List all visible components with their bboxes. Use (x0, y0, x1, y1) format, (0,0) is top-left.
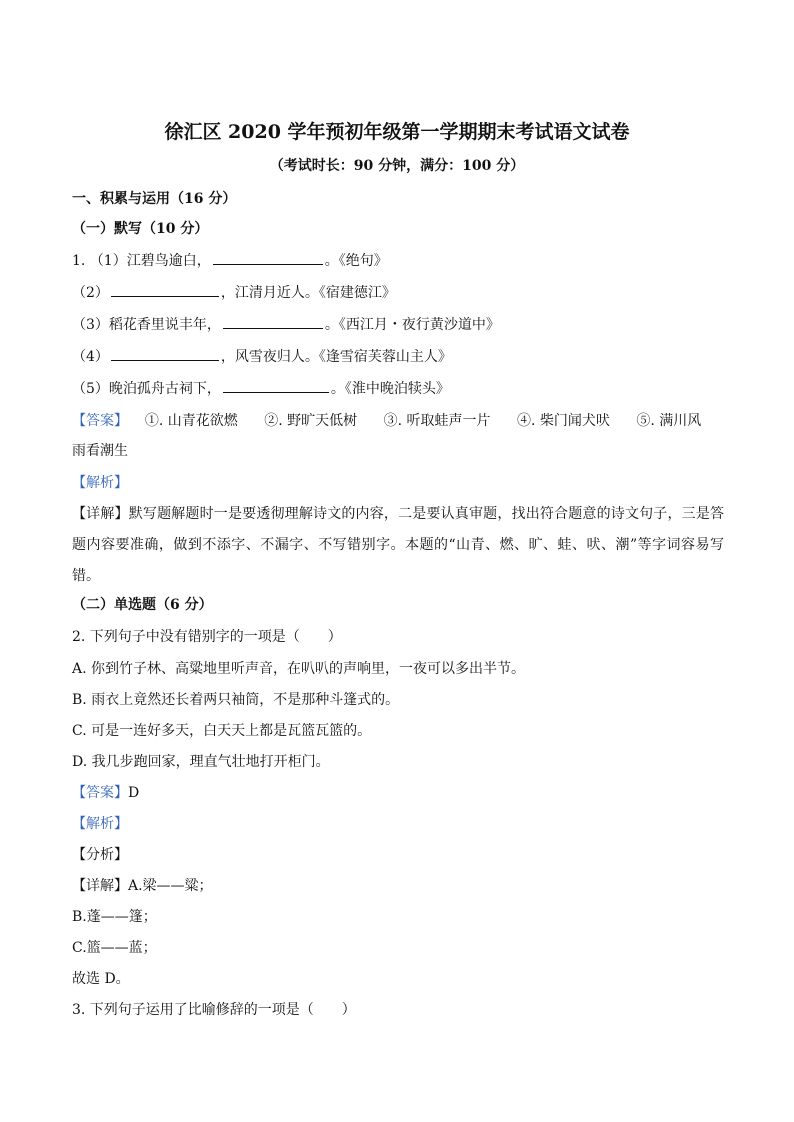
q1-item-prefix: （5）晚泊孤舟古祠下， (72, 381, 221, 397)
q2-stem: 2. 下列句子中没有错别字的一项是（ ） (72, 629, 342, 645)
answer-blank (213, 252, 323, 265)
answer-item: ①. 山青花欲燃 (144, 413, 238, 429)
q1-item-suffix: ，江清月近人。《宿建德江》 (220, 285, 396, 301)
detail-tag: 【详解】 (72, 506, 129, 522)
q1-item-3 (72, 316, 500, 334)
answer-tag: 【答案】 (72, 413, 128, 429)
detail-tag: 【详解】 (72, 878, 128, 894)
analysis-tag: 【解析】 (72, 475, 128, 491)
q1-item-5 (72, 380, 450, 398)
q1-detail (72, 499, 724, 592)
q1-item-2 (72, 284, 396, 302)
q3-stem: 3. 下列句子运用了比喻修辞的一项是（ ） (72, 1002, 356, 1018)
q2-detail-line-4: 故选 D。 (72, 971, 130, 987)
answer-value: D (128, 785, 140, 801)
q2-answer-line (72, 784, 139, 802)
page-title: 徐汇区 2020 学年预初年级第一学期期末考试语文试卷 (164, 121, 630, 143)
q2-option-c: C. 可是一连好多天，白天天上都是瓦篮瓦篮的。 (72, 723, 372, 739)
part-heading: （一）默写（10 分） (72, 221, 209, 237)
q1-item-prefix: （2） (72, 285, 109, 301)
analysis-tag: 【解析】 (72, 816, 128, 832)
answer-blank (223, 316, 323, 329)
q1-item-suffix: 。《绝句》 (324, 253, 388, 269)
q1-item-4 (72, 348, 452, 366)
answer-item: ③. 听取蛙声一片 (383, 413, 491, 429)
q1-item-prefix: （3）稻花香里说丰年， (72, 317, 221, 333)
answer-blank (111, 284, 219, 297)
q1-item-suffix: 。《淮中晚泊犊头》 (330, 381, 450, 397)
q2-option-d: D. 我几步跑回家，理直气壮地打开柜门。 (72, 754, 330, 770)
detail-text: 默写题解题时一是要透彻理解诗文的内容，二是要认真审题，找出符合题意的诗文句子，三是答题内容要准确，做到不添字、不漏字、不写错别字。本题的“山青、燃、旷、蛙、吠、潮”等字词容易写错。 (72, 506, 725, 584)
answer-tag: 【答案】 (72, 785, 128, 801)
section-heading: 一、积累与运用（16 分） (72, 191, 237, 207)
part-heading: （二）单选题（6 分） (72, 597, 213, 613)
q2-option-a: A. 你到竹子林、高粱地里听声音，在叭叭的声响里，一夜可以多出半节。 (72, 661, 526, 677)
q1-item-suffix: ，风雪夜归人。《逢雪宿芙蓉山主人》 (220, 349, 452, 365)
q1-item-prefix: （4） (72, 349, 109, 365)
answer-item: ⑤. 满川风 (636, 413, 702, 429)
q1-answer-cont: 雨看潮生 (72, 443, 128, 459)
page-subtitle: （考试时长：90 分钟，满分：100 分） (269, 158, 525, 174)
q1-item-suffix: 。《西江月・夜行黄沙道中》 (324, 317, 500, 333)
fenxi-tag: 【分析】 (72, 847, 128, 863)
q2-detail-line-1 (72, 877, 213, 895)
answer-blank (223, 380, 329, 393)
q1-answer-line (72, 412, 701, 430)
answer-item: ②. 野旷天低树 (264, 413, 358, 429)
q2-detail-line-3: C.篮——蓝； (72, 940, 157, 956)
detail-text: A.梁——粱； (128, 878, 213, 894)
q1-item-1 (72, 252, 388, 270)
q2-detail-line-2: B.蓬——篷； (72, 909, 157, 925)
q1-item-prefix: 1. （1）江碧鸟逾白， (72, 253, 211, 269)
q2-option-b: B. 雨衣上竟然还长着两只袖筒，不是那种斗篷式的。 (72, 692, 400, 708)
answer-item: ④. 柴门闻犬吠 (516, 413, 610, 429)
answer-blank (111, 348, 219, 361)
